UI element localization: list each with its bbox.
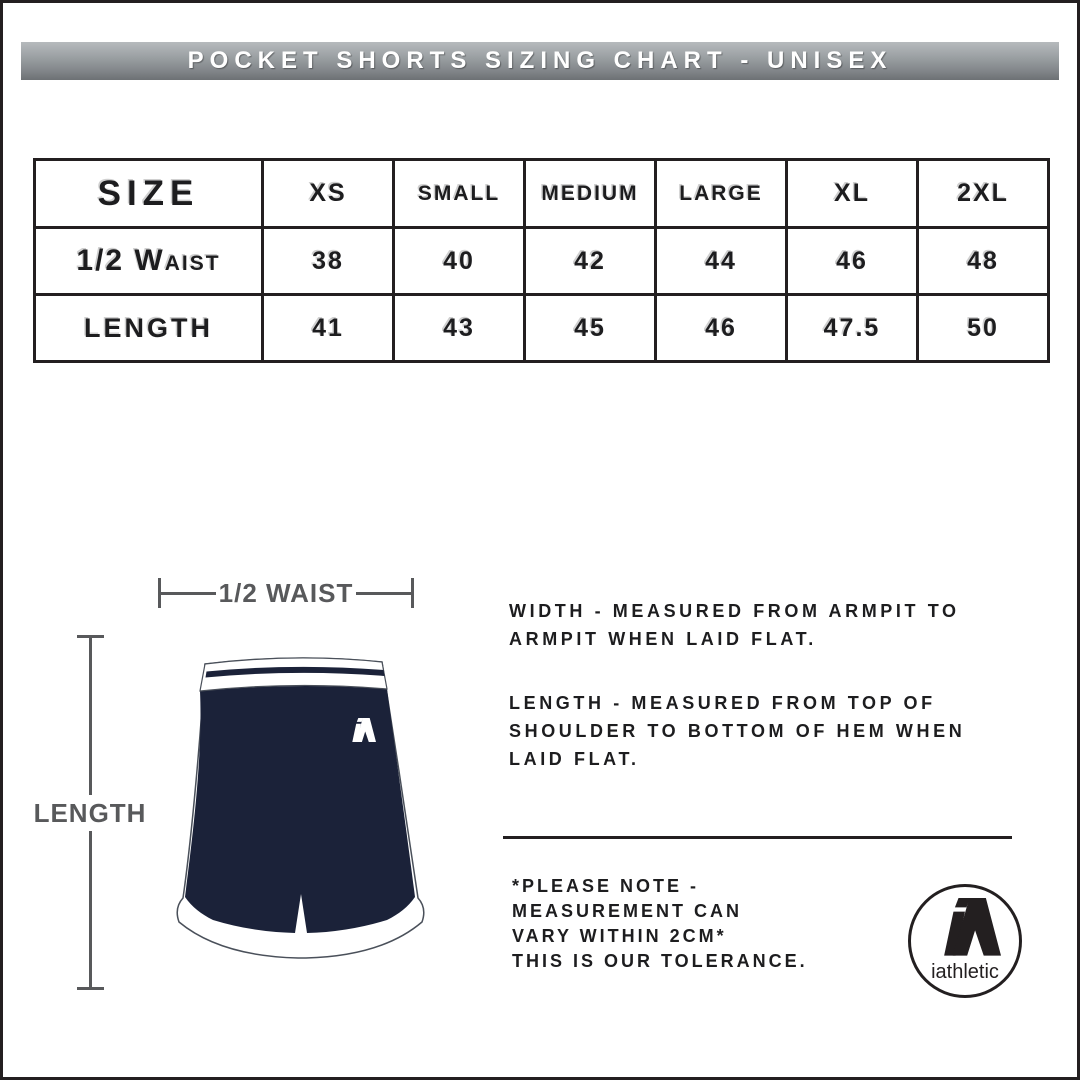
table-header-row bbox=[35, 160, 1049, 228]
length-measure-guide bbox=[33, 635, 147, 990]
divider-line bbox=[503, 836, 1012, 839]
shorts-diagram bbox=[160, 656, 440, 966]
row-label-waist: 1/2 Waist bbox=[35, 228, 263, 295]
brand-name: iathletic bbox=[931, 961, 999, 983]
waist-guide-label: 1/2 WAIST bbox=[218, 578, 354, 608]
length-cell-xs: 41 bbox=[263, 295, 394, 362]
waist-cell-large: 44 bbox=[656, 228, 787, 295]
length-cell-small: 43 bbox=[394, 295, 525, 362]
table-row-waist bbox=[35, 228, 1049, 295]
length-cell-medium: 45 bbox=[525, 295, 656, 362]
shorts-body bbox=[185, 686, 415, 933]
guide-cap-bottom bbox=[77, 987, 104, 990]
measurement-notes bbox=[509, 597, 1025, 809]
guide-tick-right bbox=[411, 578, 414, 608]
tolerance-note bbox=[512, 874, 808, 974]
col-header-medium: MEDIUM bbox=[525, 160, 656, 228]
waist-cell-xl: 46 bbox=[787, 228, 918, 295]
waist-cell-medium: 42 bbox=[525, 228, 656, 295]
col-header-size: SIZE bbox=[35, 160, 263, 228]
col-header-small: SMALL bbox=[394, 160, 525, 228]
waist-measure-guide bbox=[158, 578, 414, 608]
length-guide-label: LENGTH bbox=[33, 797, 147, 828]
length-note: LENGTH - MEASURED FROM TOP OF SHOULDER TO BOTTOM OF HEM WHEN LAID FLAT. bbox=[509, 693, 966, 769]
col-header-large: LARGE bbox=[656, 160, 787, 228]
waist-cell-small: 40 bbox=[394, 228, 525, 295]
tolerance-line: THIS IS OUR TOLERANCE. bbox=[512, 951, 808, 971]
tolerance-line: *PLEASE NOTE - bbox=[512, 876, 700, 896]
col-header-2xl: 2XL bbox=[918, 160, 1049, 228]
waist-cell-2xl: 48 bbox=[918, 228, 1049, 295]
size-table bbox=[33, 158, 1050, 363]
iathletic-logo-badge bbox=[906, 882, 1024, 1000]
length-cell-xl: 47.5 bbox=[787, 295, 918, 362]
length-cell-large: 46 bbox=[656, 295, 787, 362]
tolerance-line: VARY WITHIN 2CM* bbox=[512, 926, 727, 946]
page-title: POCKET SHORTS SIZING CHART - UNISEX bbox=[187, 47, 893, 74]
row-label-length: LENGTH bbox=[35, 295, 263, 362]
width-note: WIDTH - MEASURED FROM ARMPIT TO ARMPIT WHEN LAID FLAT. bbox=[509, 601, 960, 649]
tolerance-line: MEASUREMENT CAN bbox=[512, 901, 743, 921]
col-header-xl: XL bbox=[787, 160, 918, 228]
col-header-xs: XS bbox=[263, 160, 394, 228]
table-row-length bbox=[35, 295, 1049, 362]
length-cell-2xl: 50 bbox=[918, 295, 1049, 362]
title-banner bbox=[21, 42, 1059, 80]
waist-cell-xs: 38 bbox=[263, 228, 394, 295]
